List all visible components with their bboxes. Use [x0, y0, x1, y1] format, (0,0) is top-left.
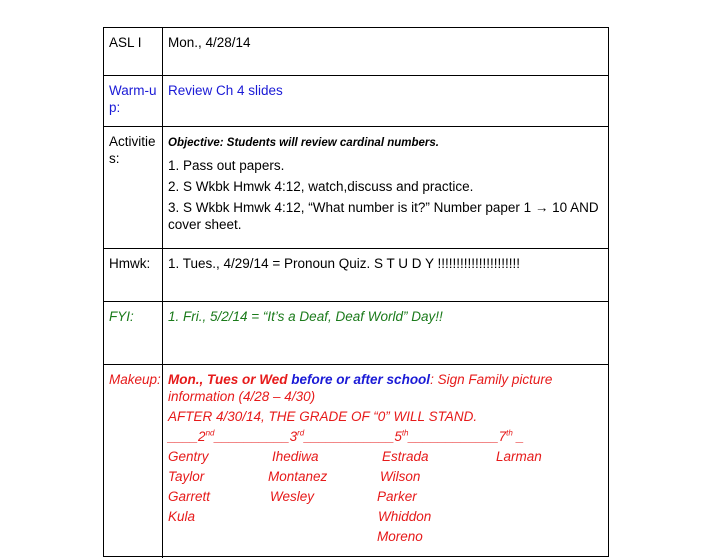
name-row [168, 468, 600, 488]
blank-line: ____________ [304, 429, 395, 444]
lesson-plan-table [103, 27, 609, 557]
student-name: Gentry [168, 449, 209, 464]
homework-content: 1. Tues., 4/29/14 = Pronoun Quiz. S T U D Y !!!!!!!!!!!!!!!!!!!!!! [168, 256, 521, 271]
period-number: 5 [394, 429, 402, 444]
objective: Objective: Students will review cardinal numbers. [168, 137, 439, 149]
period-suffix: nd [205, 428, 215, 438]
period-suffix: th [506, 428, 513, 438]
period-headers [168, 428, 600, 445]
name-row [168, 448, 600, 468]
makeup-time: before or after school [291, 372, 431, 387]
makeup-instructions [168, 371, 600, 405]
student-name: Wesley [270, 489, 315, 504]
grade-note: AFTER 4/30/14, THE GRADE OF “0” WILL STAND. [168, 409, 478, 424]
period-number: 2 [198, 429, 206, 444]
student-name: Ihediwa [272, 449, 319, 464]
warmup-label: Warm-up: [104, 76, 163, 126]
warmup-row [104, 76, 608, 127]
student-name: Kula [168, 509, 196, 524]
activities-label: Activities: [104, 127, 163, 248]
student-name: Montanez [268, 469, 328, 484]
header-row [104, 28, 608, 76]
makeup-label: Makeup: [104, 365, 163, 558]
student-name: Whiddon [378, 509, 432, 524]
fyi-content: 1. Fri., 5/2/14 = “It’s a Deaf, Deaf World” Day!! [168, 309, 443, 324]
student-name: Parker [377, 489, 417, 504]
period-number: 3 [289, 429, 298, 444]
makeup-content [163, 365, 608, 558]
student-name: Estrada [382, 449, 429, 464]
warmup-content: Review Ch 4 slides [168, 83, 283, 98]
activity-step-2: 2. S Wkbk Hmwk 4:12, watch,discuss and practice. [168, 179, 474, 194]
student-name: Garrett [168, 489, 211, 504]
makeup-row [104, 365, 608, 558]
fyi-row [104, 302, 608, 365]
period-suffix: th [401, 428, 409, 438]
homework-label: Hmwk: [104, 249, 163, 301]
student-name: Taylor [168, 469, 205, 484]
blank-line: ____________ [408, 429, 499, 444]
name-row [168, 528, 600, 548]
activity-step-1: 1. Pass out papers. [168, 158, 285, 173]
homework-row [104, 249, 608, 302]
makeup-days: Mon., Tues or Wed [168, 372, 288, 387]
name-row [168, 508, 600, 528]
student-name: Moreno [377, 529, 423, 544]
period-tail: _ [512, 429, 525, 444]
activities-row [104, 127, 608, 249]
student-name: Larman [496, 449, 542, 464]
fyi-label: FYI: [104, 302, 163, 364]
blank-line: __________ [214, 429, 290, 444]
class-name: ASL I [104, 28, 163, 75]
period-number: 7 [498, 429, 507, 444]
makeup-task: : Sign Family picture information (4/28 – 4/30) [168, 372, 553, 404]
lesson-date: Mon., 4/28/14 [168, 35, 251, 50]
name-row [168, 488, 600, 508]
student-name: Wilson [380, 469, 421, 484]
activities-content [163, 127, 608, 248]
activity-step-3: 3. S Wkbk Hmwk 4:12, “What number is it?” Number paper 1 → 10 AND cover sheet. [168, 200, 599, 232]
period-suffix: rd [297, 428, 305, 438]
blank-line: ____ [168, 429, 199, 444]
